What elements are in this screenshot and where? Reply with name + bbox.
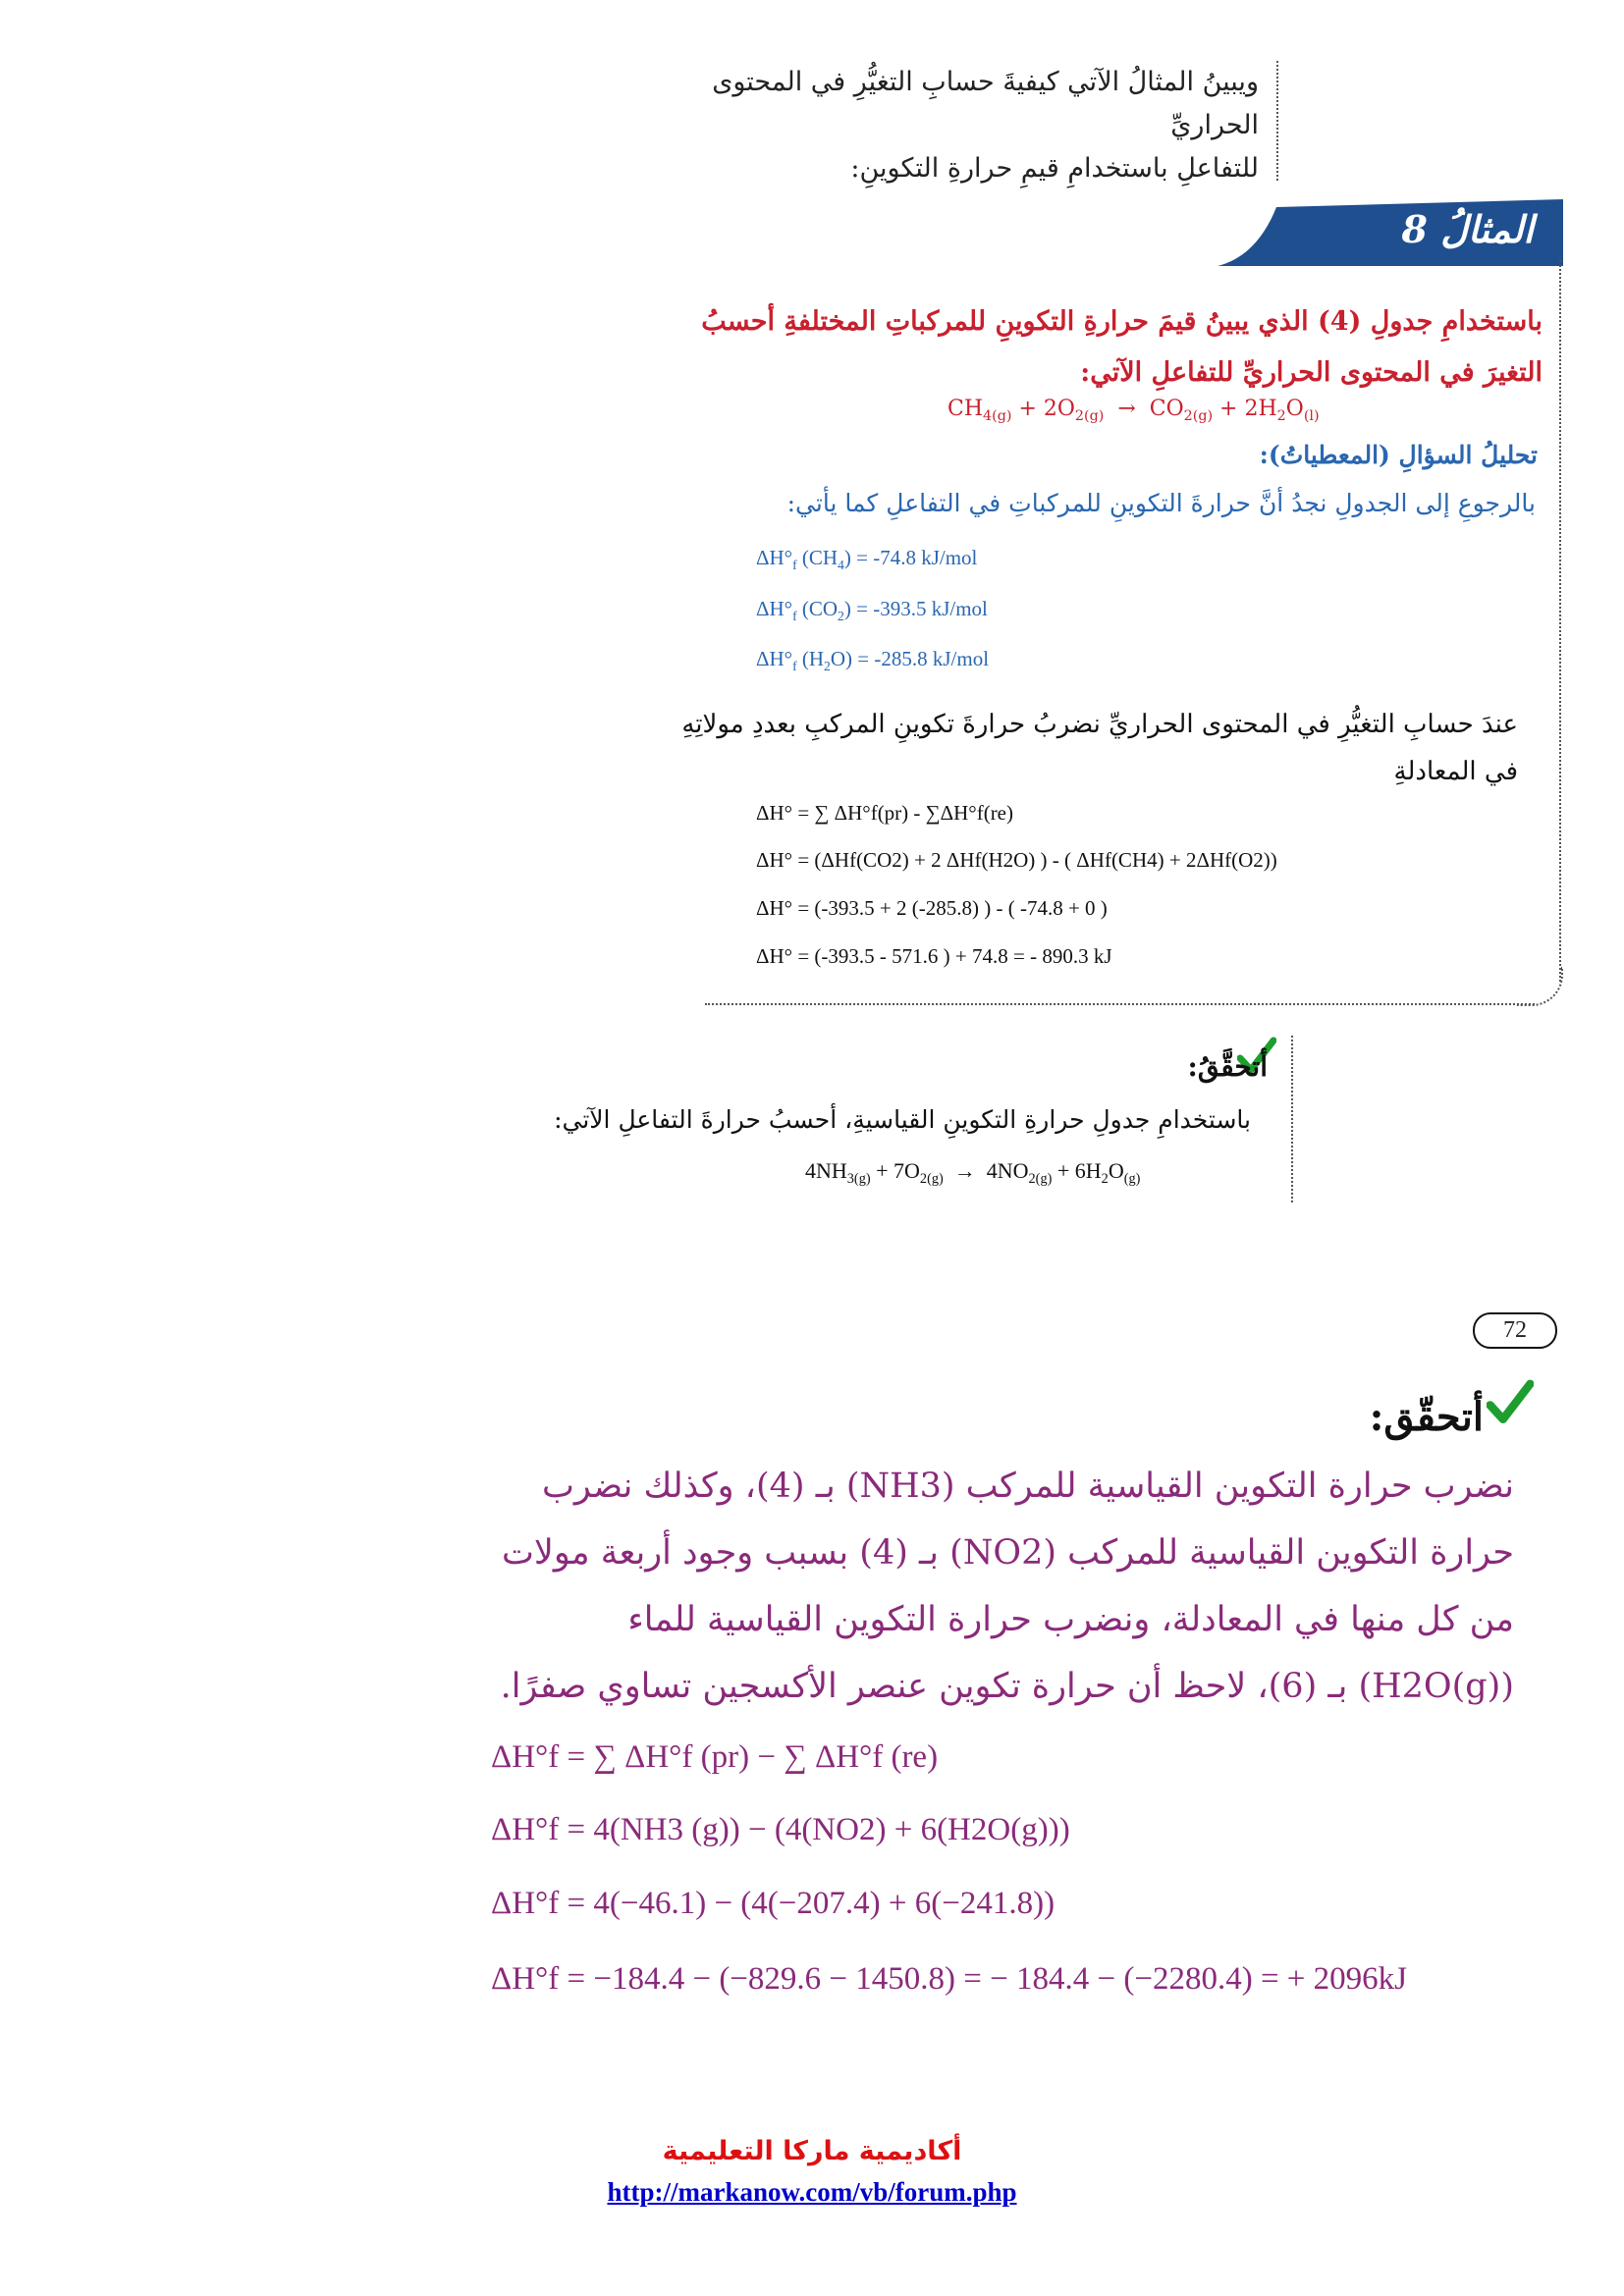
intro-block	[687, 61, 1278, 184]
answer-calc-4: ΔH°f = −184.4 − (−829.6 − 1450.8) = − 184.4 − (−2280.4) = + 2096kJ	[491, 1961, 1408, 1997]
example-border-bottom	[705, 1003, 1535, 1005]
footer-academy-name: أكاديمية ماركا التعليمية	[662, 2136, 962, 2166]
analysis-heading: تحليلُ السؤالِ (المعطياتُ):	[1259, 441, 1538, 469]
answer-calc-1: ΔH°f = ∑ ΔH°f (pr) − ∑ ΔH°f (re)	[491, 1739, 939, 1775]
answer-title: أتحقّق:	[1369, 1394, 1484, 1440]
calc-line-4: ΔH° = (-393.5 - 571.6 ) + 74.8 = - 890.3 kJ	[756, 944, 1112, 968]
footer-link[interactable]: http://markanow.com/vb/forum.php	[607, 2177, 1017, 2207]
check-title: أتحقَّقُ:	[1187, 1050, 1268, 1083]
example-border-corner	[1517, 967, 1563, 1006]
example-equation: $CH_{4(g)} + 2O_{2(g)} \to CO_{2(g)} + 2H_2O_{(l)}$	[947, 397, 1320, 424]
example-border-right	[1559, 260, 1561, 982]
analysis-text: بالرجوعِ إلى الجدولِ نجدُ أنَّ حرارةَ التكوينِ للمركباتِ في التفاعلِ كما يأتي:	[786, 489, 1536, 517]
enthalpy-co2: $\Delta H^\circ_f$ $(CO_2) = -393.5$ kJ/mol	[756, 597, 988, 623]
intro-line-1: ويبينُ المثالُ الآتي كيفيةَ حسابِ التغيُّرِ في المحتوى الحراريِّ	[712, 67, 1259, 140]
check-equation: $4NH_{3(g)} + 7O_{2(g)} \to 4NO_{2(g)} + 6H_2O_{(g)}$	[805, 1158, 1141, 1187]
answer-checkmark-icon	[1487, 1379, 1534, 1426]
page-number: 72	[1473, 1312, 1557, 1349]
answer-calc-2: ΔH°f = 4(NH3 (g)) − (4(NO2) + 6(H2O(g)))	[491, 1812, 1070, 1847]
example-header	[1218, 199, 1563, 266]
intro-line-2: للتفاعلِ باستخدامِ قيمِ حرارةِ التكوينِ:	[850, 153, 1259, 184]
enthalpy-ch4: $\Delta H^\circ_f$ $(CH_4) = -74.8$ kJ/mol	[756, 546, 978, 572]
example-title: المثالُ 8	[1401, 207, 1534, 251]
calc-line-2: ΔH° = (ΔHf(CO2) + 2 ΔHf(H2O) ) - ( ΔHf(CH4) + 2ΔHf(O2))	[756, 848, 1277, 872]
calc-line-3: ΔH° = (-393.5 + 2 (-285.8) ) - ( -74.8 + 0 )	[756, 896, 1108, 920]
enthalpy-h2o: $\Delta H^\circ_f$ $(H_2O) = -285.8$ kJ/mol	[756, 647, 990, 673]
calculation-note: عندَ حسابِ التغيُّرِ في المحتوى الحراريِّ نضربُ حرارةَ تكوينِ المركبِ بعددِ مولاتِهِ في المعادلةِ	[681, 710, 1518, 786]
check-text: باستخدامِ جدولِ حرارةِ التكوينِ القياسيةِ، أحسبُ حرارةَ التفاعلِ الآتي:	[554, 1105, 1251, 1134]
calc-line-1: ΔH° = ∑ ΔH°f(pr) - ∑ΔH°f(re)	[756, 801, 1013, 825]
answer-calc-3: ΔH°f = 4(−46.1) − (4(−207.4) + 6(−241.8))	[491, 1886, 1056, 1921]
answer-text: نضرب حرارة التكوين القياسية للمركب (NH3) بـ (4)، وكذلك نضرب حرارة التكوين القياسية للمركب (NO2) بـ (4) بسبب وجود أربعة مولات من كل منها في المعادلة، ونضرب حرارة التكوين القياسية للماء (H2O(g)) بـ (6)، لاحظ أن حرارة تكوين عنصر الأكسجين تساوي صفرًا.	[500, 1467, 1514, 1706]
example-question: باستخدامِ جدولِ (4) الذي يبينُ قيمَ حرارةِ التكوينِ للمركباتِ المختلفةِ أحسبُ التغيرَ في المحتوى الحراريِّ للتفاعلِ الآتي:	[701, 306, 1543, 388]
